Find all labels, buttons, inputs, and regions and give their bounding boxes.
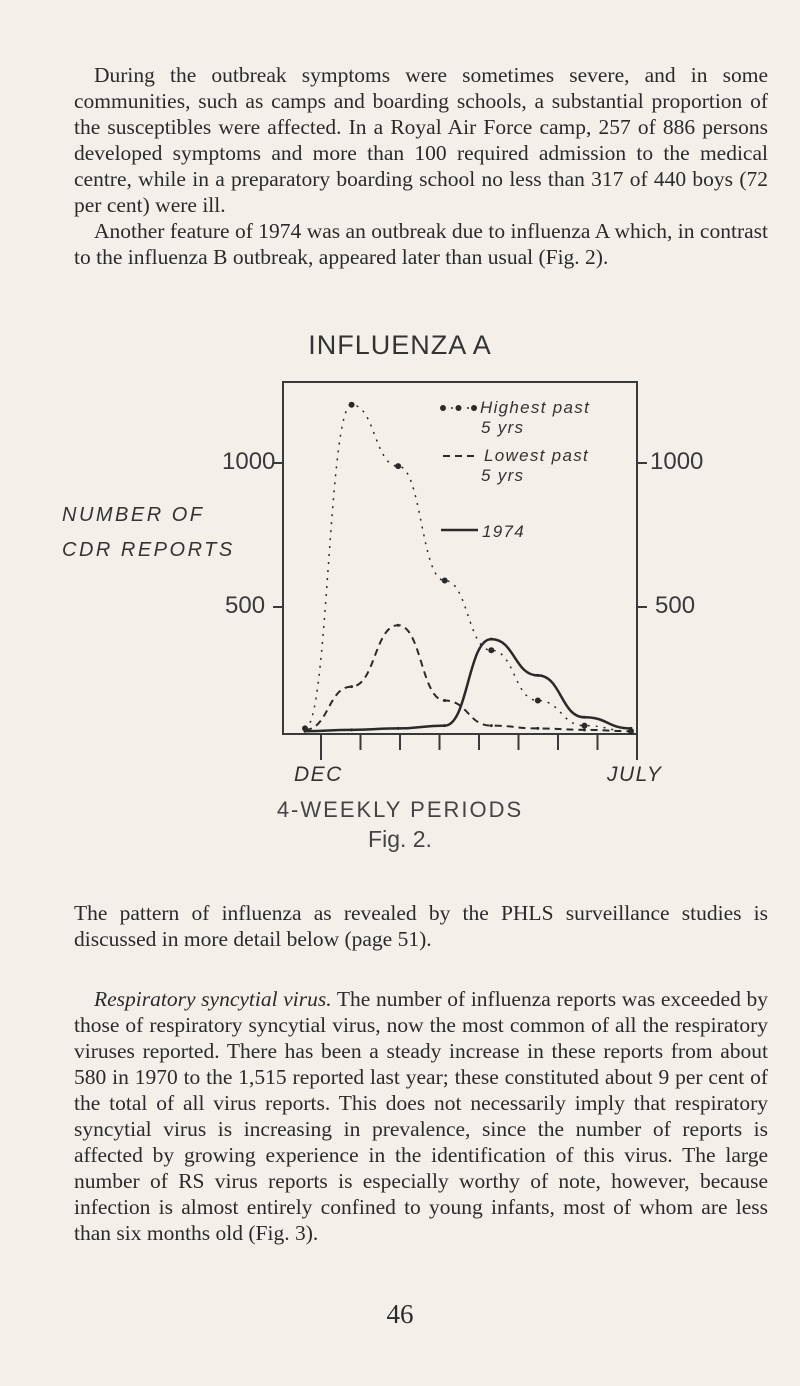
paragraph-respiratory-syncytial (74, 986, 768, 1246)
figure-caption: Fig. 2. (368, 826, 432, 852)
series-1974-point-3 (397, 727, 400, 730)
series-lowest-past-5yrs-point-3 (397, 624, 400, 627)
series-lowest-past-5yrs-point-5 (490, 724, 493, 727)
x-axis-label: 4-WEEKLY PERIODS (276, 797, 524, 822)
series-highest-past-5yrs-point-7 (581, 723, 587, 729)
paragraph-phls-surveillance: The pattern of influenza as revealed by the PHLS surveillance studies is discussed in more detail below (page 51). (74, 901, 768, 951)
paragraph-influenza-a-outbreak: Another feature of 1974 was an outbreak due to influenza A which, in contrast to the influenza B outbreak, appeared later than usual (Fig. 2). (74, 219, 768, 269)
legend-highest-label-line1: Highest past (480, 398, 591, 417)
ytick-right-500: 500 (655, 592, 696, 619)
series-1974-point-8 (630, 727, 633, 730)
paragraph-body: The number of influenza reports was exceeded by those of respiratory syncytial virus, now the most common of all the respiratory viruses reported. There has been a steady increase in these reports from about 580 in 1970 to the 1,515 reported last year; these constituted about 9 per cent of the total of all virus reports. This does not necessarily imply that respiratory syncytial virus is increasing in prevalence, since the number of reports is affected by growing experience in the identification of this virus. The large number of RS virus reports is especially worthy of note, however, because infection is almost entirely confined to young infants, most of whom are less than six months old (Fig. 3). (74, 987, 768, 1245)
series-1974-point-4 (443, 724, 446, 727)
ytick-right-1000: 1000 (650, 448, 704, 475)
series-highest-past-5yrs-point-4 (442, 578, 448, 584)
chart-title: INFLUENZA A (308, 330, 492, 360)
series-1974-point-1 (304, 730, 307, 733)
legend-lowest-label-line2: 5 yrs (481, 466, 525, 485)
legend-lowest-label-line1: Lowest past (484, 446, 590, 465)
series-1974-point-7 (583, 716, 586, 719)
series-lowest-past-5yrs-point-4 (443, 699, 446, 702)
series-lowest-past-5yrs-point-6 (536, 727, 539, 730)
ytick-left-500: 500 (225, 592, 266, 619)
series-1974-point-5 (490, 638, 493, 641)
x-axis-month-start: DEC (294, 763, 343, 786)
legend-highest-marker-3 (471, 405, 477, 411)
series-lowest-past-5yrs-point-2 (350, 685, 353, 688)
x-axis-month-end: JULY (607, 763, 663, 786)
paragraph-outbreak-symptoms: During the outbreak symptoms were sometimes severe, and in some communities, such as camps and boarding schools, a substantial proportion of the susceptibles were affected. In a Royal Air Force camp, 257 of 886 persons developed symptoms and more than 100 required admission to the medical centre, while in a preparatory boarding school no less than 317 of 440 boys (72 per cent) were ill. (74, 63, 768, 217)
legend-highest-marker-2 (456, 405, 462, 411)
series-highest-past-5yrs-point-2 (349, 402, 355, 408)
series-highest-past-5yrs-point-3 (395, 463, 401, 469)
plot-frame (283, 382, 637, 734)
y-axis-label-line1: NUMBER OF (62, 504, 205, 526)
paragraph-heading: Respiratory syncytial virus. (94, 987, 332, 1011)
series-1974-point-2 (350, 728, 353, 731)
y-axis-label-line2: CDR REPORTS (62, 539, 235, 561)
series-1974-line (305, 639, 631, 731)
series-lowest-past-5yrs-point-8 (630, 730, 633, 733)
ytick-left-1000: 1000 (222, 448, 276, 475)
series-highest-past-5yrs-point-6 (535, 698, 541, 704)
series-1974-point-6 (536, 674, 539, 677)
legend-highest-label-line2: 5 yrs (481, 418, 525, 437)
series-lowest-past-5yrs-point-7 (583, 728, 586, 731)
page-number: 46 (386, 1299, 414, 1329)
series-highest-past-5yrs-point-5 (488, 647, 494, 653)
legend-highest-marker-1 (440, 405, 446, 411)
legend-1974-label: 1974 (482, 522, 526, 541)
